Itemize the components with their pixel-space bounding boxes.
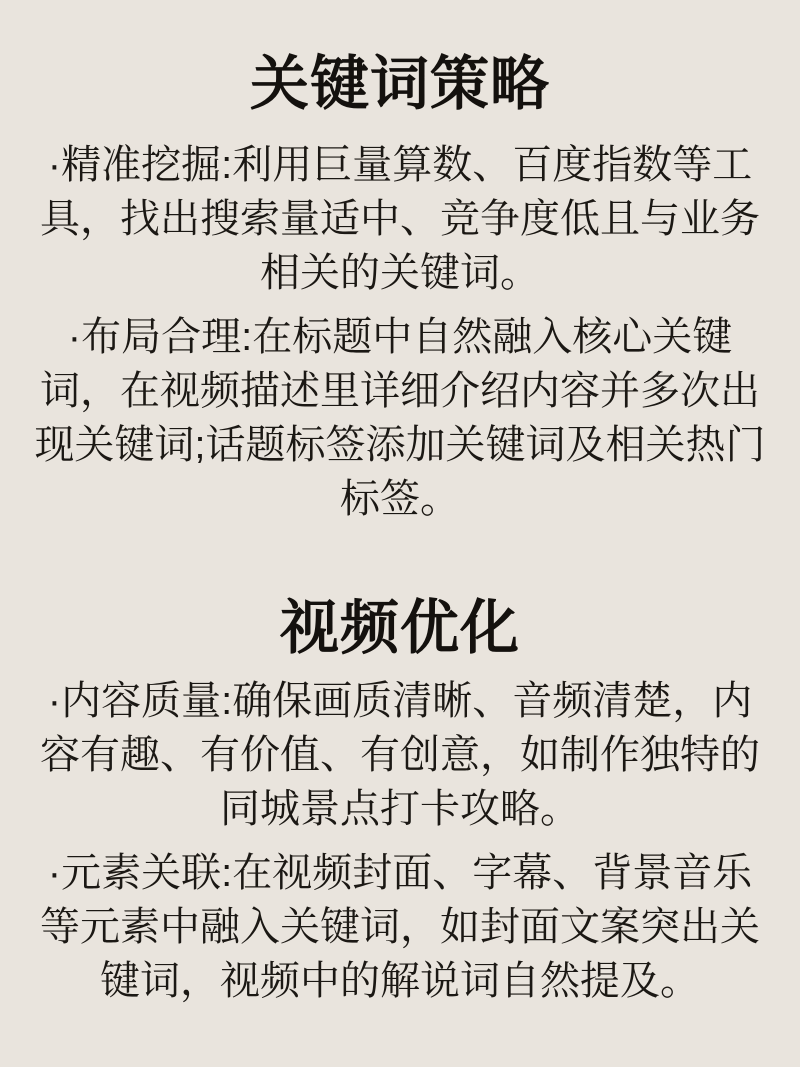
text-line: 键词，视频中的解说词自然提及。 [100, 959, 700, 1003]
text-line: 等元素中融入关键词，如封面文案突出关 [40, 905, 760, 949]
bullet-paragraph-precise-mining [0, 138, 800, 300]
text-line: 相关的关键词。 [260, 251, 540, 295]
text-line: ·元素关联:在视频封面、字幕、背景音乐 [47, 851, 753, 895]
section-video-optimization [0, 590, 800, 1008]
text-line: 词，在视频描述里详细介绍内容并多次出 [40, 369, 760, 413]
bullet-paragraph-reasonable-layout [0, 310, 800, 526]
section-keyword-strategy [0, 46, 800, 526]
bullet-paragraph-content-quality [0, 674, 800, 836]
text-line: 标签。 [340, 477, 460, 521]
section-title-keyword-strategy: 关键词策略 [249, 51, 550, 117]
text-line: 容有趣、有价值、有创意，如制作独特的 [40, 733, 760, 777]
bullet-paragraph-element-association [0, 846, 800, 1008]
text-line: ·精准挖掘:利用巨量算数、百度指数等工 [47, 143, 753, 187]
text-line: 现关键词;话题标签添加关键词及相关热门 [34, 423, 766, 467]
text-line: 具，找出搜索量适中、竞争度低且与业务 [40, 197, 760, 241]
text-line: ·内容质量:确保画质清晰、音频清楚，内 [47, 679, 753, 723]
section-title-video-optimization: 视频优化 [279, 595, 520, 661]
text-line: ·布局合理:在标题中自然融入核心关键 [67, 315, 733, 359]
text-line: 同城景点打卡攻略。 [220, 787, 580, 831]
